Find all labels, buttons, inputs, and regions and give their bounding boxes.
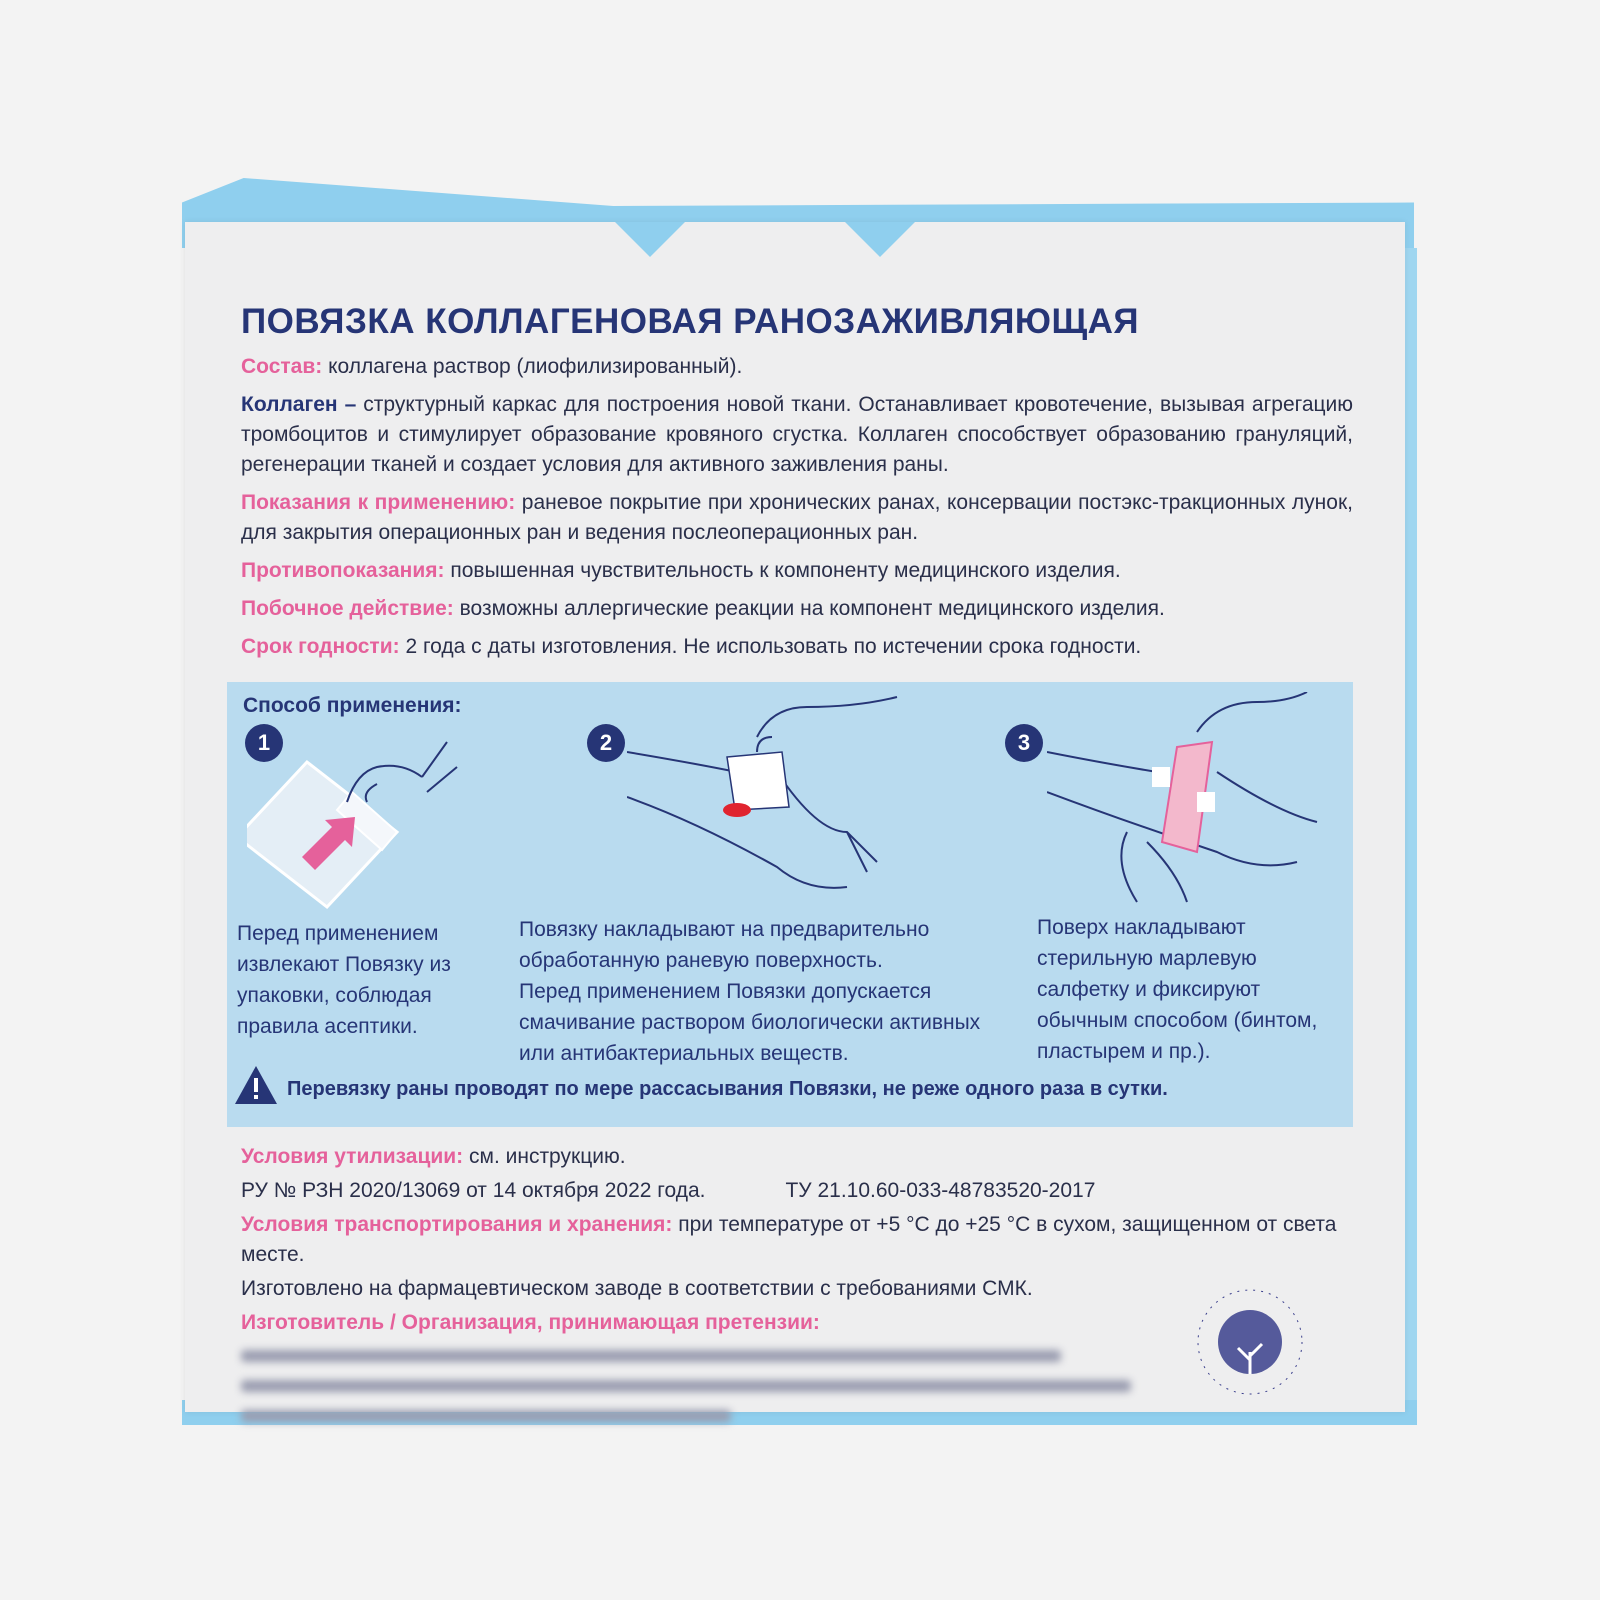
usage-instructions [227,682,1353,1127]
composition-label: Состав: [241,355,323,378]
shelf-life-text: 2 года с даты изготовления. Не использовать по истечении срока годности. [399,635,1142,658]
plaster-shape [1152,767,1170,787]
hand-icon [347,742,457,802]
contraindications [241,556,1353,586]
step-1-text: Перед применением извлекают Повязку из упаковки, соблюдая правила асептики. [237,922,451,1038]
flap-notch [615,222,685,257]
warning-text: Перевязку раны проводят по мере рассасывания Повязки, не реже одного раза в сутки. [287,1078,1168,1100]
composition-text: коллагена раствор (лиофилизированный). [322,355,743,378]
contraindications-label: Противопоказания: [241,559,445,582]
side-effects [241,594,1353,624]
step-1-illustration [247,722,467,912]
side-effects-label: Побочное действие: [241,597,454,620]
step-1-number: 1 [245,724,283,762]
manufacturer-address-blurred [241,1350,1341,1422]
brand-logo [1190,1282,1310,1402]
step-2-number: 2 [587,724,625,762]
product-title: ПОВЯЗКА КОЛЛАГЕНОВАЯ РАНОЗАЖИВЛЯЮЩАЯ [241,302,1140,341]
manufactured-note: Изготовлено на фармацевтическом заводе в соответствии с требованиями СМК. [241,1277,1033,1300]
composition [241,352,1353,382]
flap-notch [845,222,915,257]
plaster-shape [1197,792,1215,812]
hand-icon [757,697,897,752]
registration: РУ № РЗН 2020/13069 от 14 октября 2022 года. [241,1179,706,1202]
tech-spec: ТУ 21.10.60-033-48783520-2017 [785,1179,1096,1202]
storage [241,1210,1341,1270]
disposal-text: см. инструкцию. [463,1145,626,1168]
step-3-illustration [1047,692,1337,912]
usage-title: Способ применения: [243,694,462,717]
storage-text: при температуре от +5 °С до +25 °С в сухом, защищенном от света месте. [241,1213,1337,1266]
shelf-life-label: Срок годности: [241,635,400,658]
disposal [241,1142,1341,1172]
box-side-right [1405,248,1417,1414]
manufacturer-label: Изготовитель / Организация, принимающая претензии: [241,1311,820,1334]
regulatory-info [241,1142,1341,1422]
registration-row [241,1176,1341,1206]
step-3-text: Поверх накладывают стерильную марлевую салфетку и фиксируют обычным способом (бинтом, пластырем и пр.). [1037,916,1318,1063]
product-info [241,302,1353,670]
step-2-illustration [627,692,907,912]
wound-icon [723,803,751,817]
side-effects-text: возможны аллергические реакции на компонент медицинского изделия. [453,597,1165,620]
step-2-text-1: Повязку накладывают на предварительно обработанную раневую поверхность. [519,918,930,972]
contraindications-text: повышенная чувствительность к компоненту медицинского изделия. [444,559,1121,582]
shelf-life [241,632,1353,662]
indications-text: раневое покрытие при хронических ранах, консервации постэкс-тракционных лунок, для закрытия операционных ран и ведения послеоперационных ран. [241,491,1353,544]
indications [241,488,1353,548]
collagen-description [241,390,1353,480]
warning-icon [233,1064,279,1106]
storage-label: Условия транспортирования и хранения: [241,1213,673,1236]
step-3-number: 3 [1005,724,1043,762]
package-back-panel [185,222,1405,1412]
step-2-text-2: Перед применением Повязки допускается смачивание раствором биологически активных или антибактериальных веществ. [519,980,981,1065]
disposal-label: Условия утилизации: [241,1145,464,1168]
collagen-text: структурный каркас для построения новой ткани. Останавливает кровотечение, вызывая агрегацию тромбоцитов и стимулирует образование кровяного сгустка. Коллаген способствует образованию грануляций, регенерации тканей и создает условия для активного заживления раны. [241,393,1354,476]
indications-label: Показания к применению: [241,491,516,514]
dressing-shape [727,752,789,810]
collagen-label: Коллаген – [241,393,357,416]
